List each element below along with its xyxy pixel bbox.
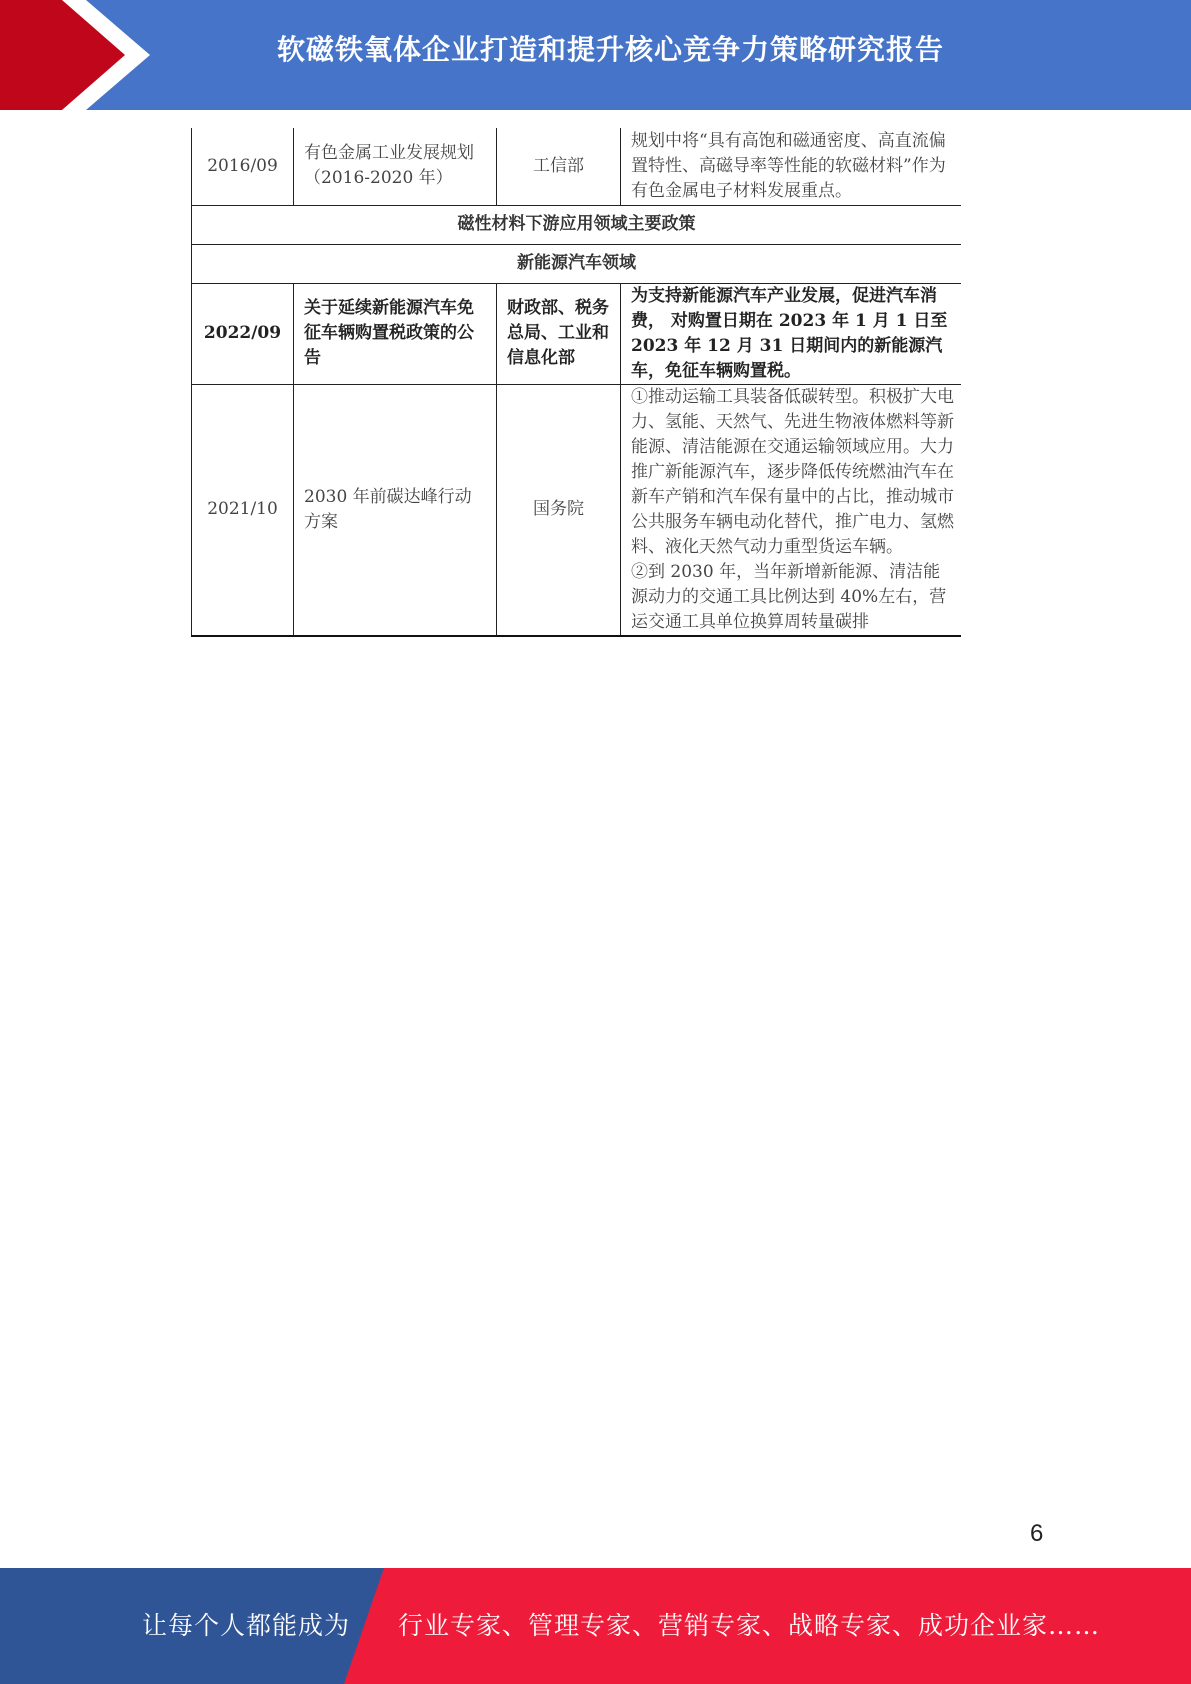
date-cell: 2016/09 (192, 128, 294, 205)
footer-slogan-left: 让每个人都能成为 (142, 1611, 351, 1640)
page-footer (0, 1568, 1191, 1684)
content-cell (621, 384, 962, 636)
report-title: 软磁铁氧体企业打造和提升核心竞争力策略研究报告 (276, 33, 944, 66)
footer-slogan-right: 行业专家、管理专家、营销专家、战略专家、成功企业家…… (398, 1611, 1101, 1640)
content-paragraph-1: ①推动运输工具装备低碳转型。积极扩大电力、氢能、天然气、先进生物液体燃料等新能源、清洁能源在交通运输领域应用。大力推广新能源汽车，逐步降低传统燃油汽车在新车产销和汽车保有量中的占比，推动城市公共服务车辆电动化替代，推广电力、氢燃料、液化天然气动力重型货运车辆。 (631, 386, 954, 557)
page-header (0, 0, 1191, 110)
policy-title-cell: 关于延续新能源汽车免征车辆购置税政策的公告 (294, 283, 497, 384)
section-heading-downstream: 磁性材料下游应用领域主要政策 (192, 205, 962, 244)
date-cell: 2021/10 (192, 384, 294, 636)
table-row (192, 384, 962, 636)
section-row (192, 244, 962, 283)
policy-table (191, 128, 961, 637)
department-cell: 国务院 (497, 384, 621, 636)
content-cell: 为支持新能源汽车产业发展，促进汽车消费， 对购置日期在 2023 年 1 月 1 日至 2023 年 12 月 31 日期间内的新能源汽车，免征车辆购置税。 (621, 283, 962, 384)
page-number: 6 (1030, 1520, 1044, 1547)
policy-title-cell: 有色金属工业发展规划（2016-2020 年） (294, 128, 497, 205)
department-cell: 财政部、税务总局、工业和信息化部 (497, 283, 621, 384)
table-row (192, 128, 962, 205)
department-cell: 工信部 (497, 128, 621, 205)
table-row (192, 283, 962, 384)
policy-title-cell: 2030 年前碳达峰行动方案 (294, 384, 497, 636)
section-row (192, 205, 962, 244)
content-cell: 规划中将“具有高饱和磁通密度、高直流偏置特性、高磁导率等性能的软磁材料”作为有色金属电子材料发展重点。 (621, 128, 962, 205)
content-paragraph-2: ②到 2030 年，当年新增新能源、清洁能源动力的交通工具比例达到 40%左右，营运交通工具单位换算周转量碳排 (631, 561, 947, 632)
date-cell: 2022/09 (192, 283, 294, 384)
policy-table-container (191, 128, 961, 653)
section-heading-nev: 新能源汽车领域 (192, 244, 962, 283)
